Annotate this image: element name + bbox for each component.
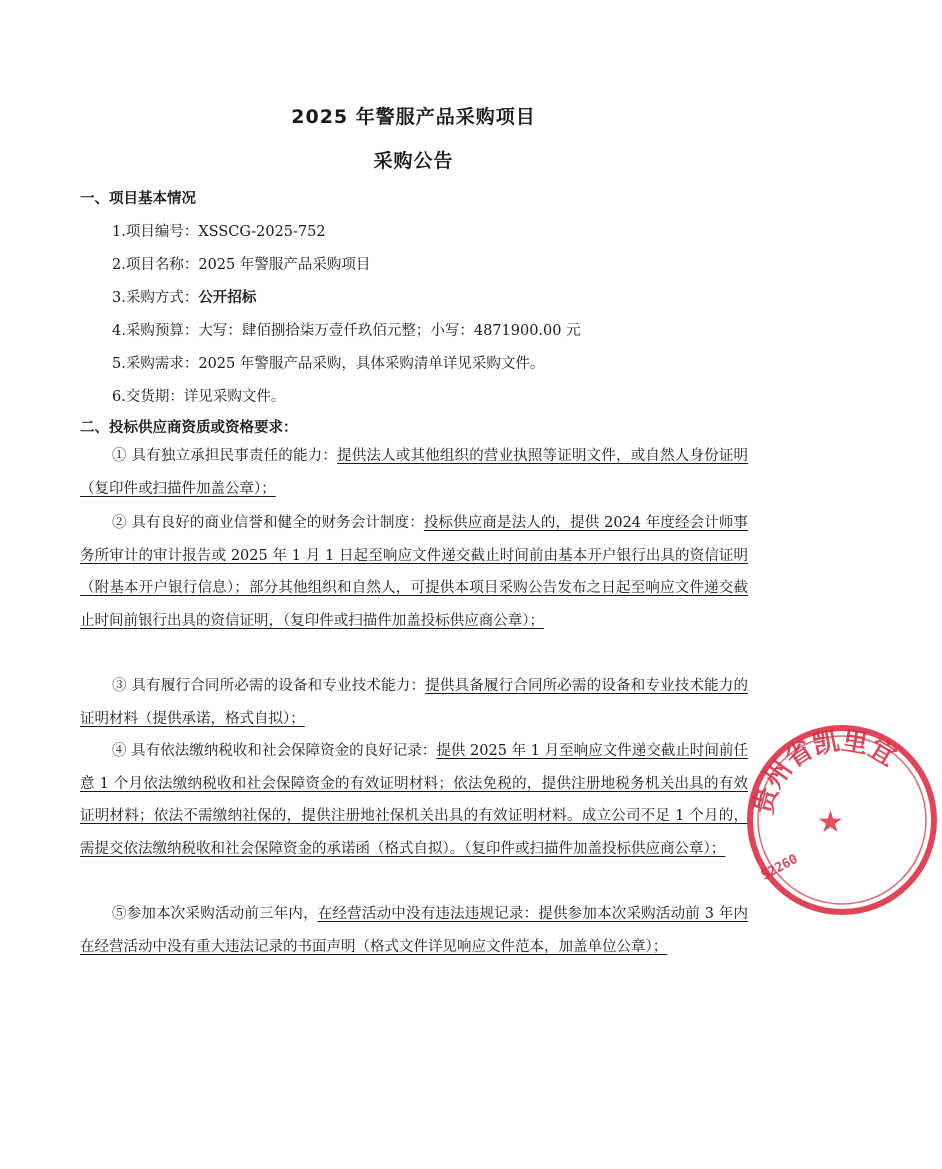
document-title: 2025 年警服产品采购项目 (291, 106, 536, 128)
item-value: 详见采购文件。 (183, 389, 286, 405)
svg-text:52260: 52260 (758, 851, 801, 884)
requirement-lead: ③ 具有履行合同所必需的设备和专业技术能力： (112, 678, 426, 694)
requirement-detail: 投标供应商是法人的，提供 2024 年度经会计师事务所审计的审计报告或 2025 年 1 月 1 日起至响应文件递交截止时间前由基本开户银行出具的资信证明（附基本开户银行信息）；部分其他组织和自然人，可提供本项目采购公告发布之日起至响应文件递交截止时间前银行出具的资信证明，（复印件或扫描件加盖投标供应商公章）； (80, 515, 749, 629)
item-requirement (112, 352, 544, 373)
requirement-lead: ④ 具有依法缴纳税收和社会保障资金的良好记录： (112, 743, 437, 759)
item-value: XSSCG-2025-752 (198, 224, 326, 240)
requirement-3 (80, 670, 748, 735)
item-delivery (112, 385, 285, 406)
requirement-2 (80, 507, 748, 637)
item-label: 4.采购预算： (112, 323, 199, 339)
item-value: 2025 年警服产品采购项目 (198, 257, 371, 273)
svg-text:贵州省凯里宜: 贵州省凯里宜 (748, 726, 901, 818)
item-value: 2025 年警服产品采购，具体采购清单详见采购文件。 (198, 356, 545, 372)
item-label: 2.项目名称： (112, 257, 199, 273)
document-subtitle: 采购公告 (373, 150, 454, 172)
requirement-lead: ⑤参加本次采购活动前三年内， (112, 906, 318, 922)
svg-text:★: ★ (817, 805, 844, 840)
item-project-name (112, 253, 370, 274)
section2-heading: 二、投标供应商资质或资格要求： (80, 420, 298, 436)
section1-heading: 一、项目基本情况 (80, 191, 196, 207)
item-label: 3.采购方式： (112, 290, 199, 306)
requirement-lead: ② 具有良好的商业信誉和健全的财务会计制度： (112, 515, 424, 531)
item-value: 大写：肆佰捌拾柒万壹仟玖佰元整；小写：4871900.00 元 (198, 323, 581, 339)
item-project-number (112, 220, 326, 241)
requirement-detail: 提供 2025 年 1 月至响应文件递交截止时间前任意 1 个月依法缴纳税收和社会保障资金的有效证明材料；依法免税的，提供注册地税务机关出具的有效证明材料；依法不需缴纳社保的，提供注册地社保机关出具的有效证明材料。成立公司不足 1 个月的，需提交依法缴纳税收和社会保障资金的承诺函（格式自拟）。（复印件或扫描件加盖投标供应商公章）； (80, 743, 749, 857)
item-label: 1.项目编号： (112, 224, 199, 240)
item-budget (112, 319, 581, 340)
requirement-4 (80, 735, 748, 865)
item-label: 5.采购需求： (112, 356, 199, 372)
requirement-detail: 在经营活动中没有违法违规记录：提供参加本次采购活动前 3 年内在经营活动中没有重大违法记录的书面声明（格式文件详见响应文件范本，加盖单位公章）； (80, 906, 749, 955)
item-label: 6.交货期： (112, 389, 184, 405)
item-procurement-method (112, 286, 256, 307)
item-value: 公开招标 (198, 290, 257, 306)
requirement-lead: ① 具有独立承担民事责任的能力： (112, 448, 338, 464)
requirement-1 (80, 440, 748, 505)
requirement-detail: 提供具备履行合同所必需的设备和专业技术能力的证明材料（提供承诺，格式自拟）； (80, 678, 749, 727)
company-seal-stamp (742, 720, 942, 920)
requirement-detail: 提供法人或其他组织的营业执照等证明文件，或自然人身份证明（复印件或扫描件加盖公章）； (80, 448, 748, 497)
requirement-5 (80, 898, 748, 963)
